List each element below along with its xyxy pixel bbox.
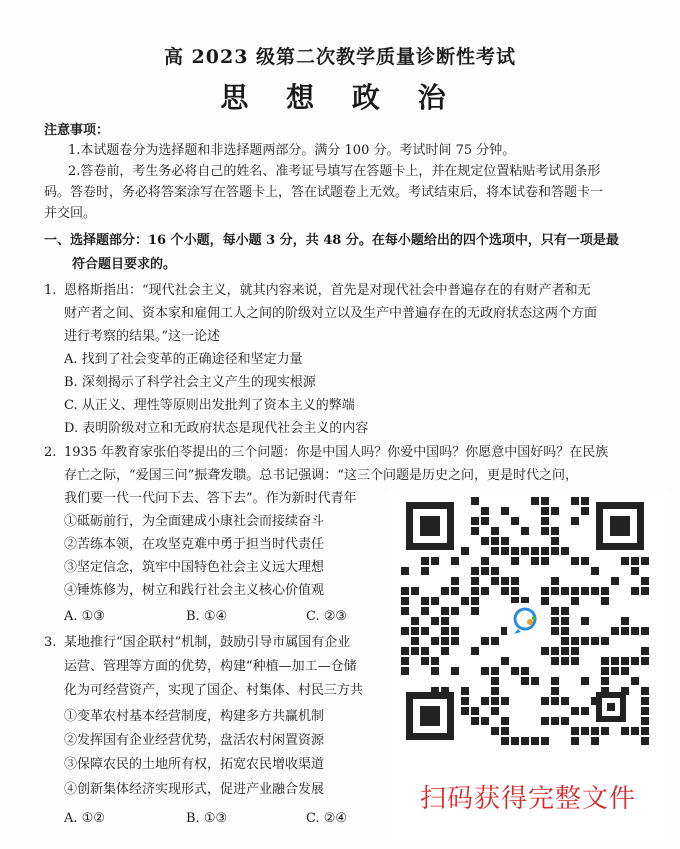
question-3-stem-line-1: 某地推行“国企联村”机制，鼓励引导市属国有企业: [64, 635, 351, 650]
question-3-number: 3.: [44, 635, 57, 650]
question-1-option-d: D. 表明阶级对立和无政府状态是现代社会主义的内容: [64, 421, 369, 436]
question-3-statement-2: ②发挥国有企业经营优势，盘活农村闲置资源: [64, 733, 325, 748]
note-item-2-line-3: 并交回。: [44, 206, 97, 221]
exam-title: 高 2023 级第二次教学质量诊断性考试: [163, 46, 517, 68]
question-1-option-c: C. 从正义、理性等原则出发批判了资本主义的弊端: [64, 398, 355, 413]
question-3-statement-3: ③保障农民的土地所有权，拓宽农民增收渠道: [64, 757, 325, 772]
section-heading-line-1: 一、选择题部分：16 个小题，每小题 3 分，共 48 分。在每小题给出的四个选项中，只有一项是最: [44, 233, 619, 248]
question-3-stem-line-2: 运营、管理等方面的优势，构建“种植—加工—仓储: [64, 659, 357, 674]
qr-caption: 扫码获得完整文件: [419, 784, 636, 814]
question-2-statement-3: ③坚定信念，筑牢中国特色社会主义远大理想: [64, 560, 325, 575]
question-1-option-a: A. 找到了社会变革的正确途径和坚定力量: [64, 352, 303, 367]
note-item-2-line-1: 2.答卷前，考生务必将自己的姓名、准考证号填写在答题卡上，并在规定位置粘贴考试用条形: [68, 164, 601, 179]
question-2-statement-1: ①砥砺前行，为全面建成小康社会而接续奋斗: [64, 514, 325, 529]
question-1-number: 1.: [44, 283, 57, 298]
qr-code-icon[interactable]: [400, 496, 650, 746]
question-2-stem-line-3: 我们要一代一代问下去、答下去”。作为新时代青年: [64, 491, 357, 506]
question-2-statement-2: ②苦练本领，在攻坚克难中勇于担当时代责任: [64, 537, 325, 552]
note-item-1: 1.本试题卷分为选择题和非选择题两部分。满分 100 分。考试时间 75 分钟。: [68, 143, 516, 158]
question-3-statement-4: ④创新集体经济实现形式，促进产业融合发展: [64, 782, 325, 797]
section-heading-line-2: 符合题目要求的。: [72, 257, 177, 272]
question-3-option-c: C. ②④: [306, 811, 348, 826]
question-2-stem-line-2: 存亡之际，“爱国三问”振聋发聩。总书记强调：“这三个问题是历史之问，更是时代之问，: [64, 468, 578, 483]
question-2-option-c: C. ②③: [306, 609, 348, 624]
question-3-statement-1: ①变革农村基本经营制度，构建多方共赢机制: [64, 709, 325, 724]
question-1-stem-line-2: 财产者之间、资本家和雇佣工人之间的阶级对立以及生产中普遍存在的无政府状态这两个方面: [64, 306, 598, 321]
question-2-statement-4: ④锤炼修为，树立和践行社会主义核心价值观: [64, 583, 325, 598]
question-2-option-a: A. ①③: [64, 609, 105, 624]
question-2-option-b: B. ①④: [186, 609, 228, 624]
question-1-option-b: B. 深刻揭示了科学社会主义产生的现实根源: [64, 375, 316, 390]
question-2-stem-line-1: 1935 年教育家张伯苓提出的三个问题：你是中国人吗？你爱中国吗？你愿意中国好吗？在民族: [64, 445, 609, 460]
subject-title: 思 想 政 治: [220, 81, 460, 114]
qr-code-overlay[interactable]: [386, 490, 670, 840]
notes-heading: 注意事项：: [44, 123, 110, 138]
question-3-option-b: B. ①③: [186, 811, 228, 826]
question-3-option-a: A. ①②: [64, 811, 105, 826]
question-1-stem-line-1: 恩格斯指出：“现代社会主义，就其内容来说，首先是对现代社会中普遍存在的有财产者和无: [64, 283, 591, 298]
note-item-2-line-2: 码。答卷时，务必将答案涂写在答题卡上，答在试题卷上无效。考试结束后，将本试卷和答题卡一: [44, 185, 604, 200]
question-2-number: 2.: [44, 445, 57, 460]
question-1-stem-line-3: 进行考察的结果。”这一论述: [64, 329, 221, 344]
question-3-stem-line-3: 化为可经营资产，实现了国企、村集体、村民三方共: [64, 683, 364, 698]
